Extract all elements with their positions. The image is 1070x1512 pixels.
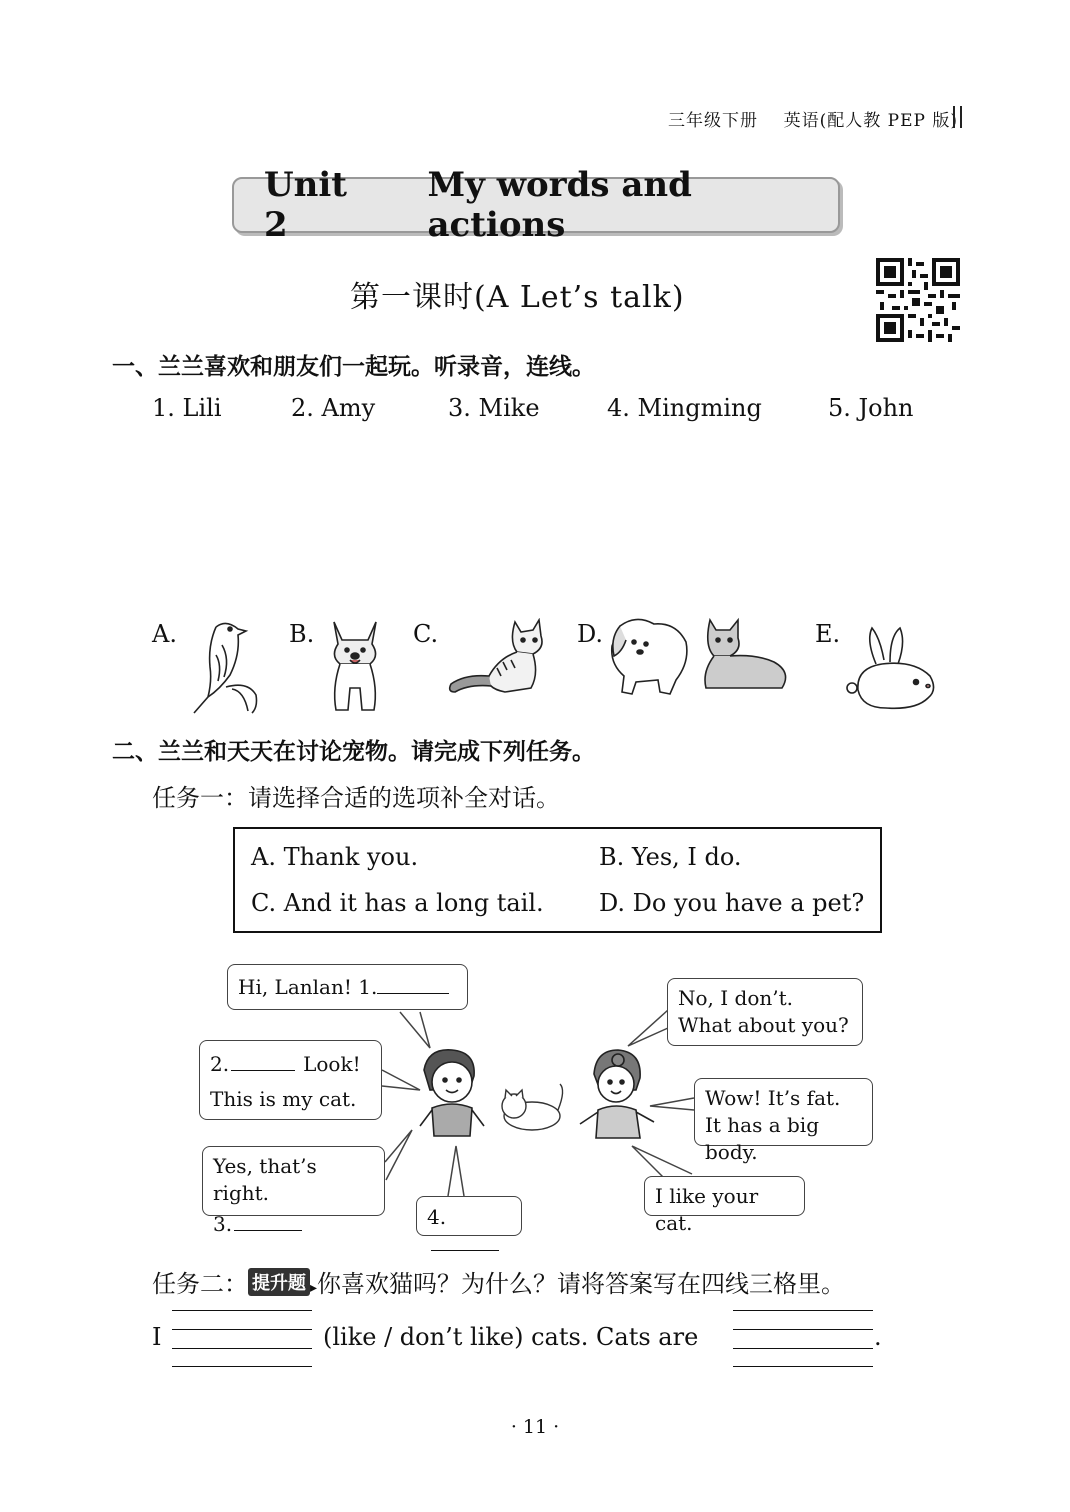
option-a-letter: A.	[152, 620, 177, 648]
blank-1[interactable]	[377, 993, 449, 994]
dialogue-scene	[0, 950, 1070, 1250]
choice-b: B. Yes, I do.	[599, 843, 742, 871]
writing-line[interactable]	[733, 1348, 873, 1349]
unit-title-banner	[232, 165, 840, 245]
bubble-2-line2: This is my cat.	[210, 1087, 357, 1111]
name-lili: 1. Lili	[152, 394, 222, 422]
bubble-4-num: 4.	[427, 1205, 447, 1229]
choice-d: D. Do you have a pet?	[599, 889, 865, 917]
bird-icon	[186, 615, 266, 715]
bubble-3-text: Yes, that’s right.	[213, 1154, 317, 1205]
lesson-title: 第一课时(A Let’s talk)	[350, 280, 685, 315]
sentence-end: .	[874, 1323, 882, 1351]
running-header	[668, 106, 958, 131]
blank-3[interactable]	[234, 1230, 302, 1231]
task1-instruction: 任务一：请选择合适的选项补全对话。	[152, 784, 560, 812]
cat-icon	[445, 618, 550, 704]
option-d-letter: D.	[577, 620, 604, 648]
advanced-tag: 提升题	[248, 1268, 310, 1296]
writing-line	[172, 1329, 312, 1330]
bubble-3	[202, 1146, 385, 1236]
cat-illustration	[502, 1084, 563, 1130]
bubble-3-num: 3.	[213, 1212, 233, 1236]
blank-4[interactable]	[431, 1250, 499, 1251]
bubble-r2-pointer	[650, 1098, 694, 1110]
bubble-r2-text: Wow! It’s fat. It has a big body.	[705, 1086, 841, 1164]
sentence-start: I	[152, 1323, 162, 1351]
qr-code-icon[interactable]	[876, 258, 960, 342]
bubble-2-tail: Look!	[303, 1052, 361, 1076]
name-mingming: 4. Mingming	[607, 394, 762, 422]
bubble2-pointer	[382, 1070, 420, 1090]
bubble-4	[416, 1196, 522, 1236]
writing-line	[733, 1366, 873, 1367]
writing-line	[172, 1310, 312, 1311]
choices-box	[233, 827, 882, 933]
name-mike: 3. Mike	[448, 394, 540, 422]
unit-name: My words and actions	[427, 165, 692, 245]
bubble-1-text: Hi, Lanlan! 1.	[238, 975, 378, 999]
writing-line	[172, 1366, 312, 1367]
option-b-letter: B.	[289, 620, 315, 648]
bubble-1	[227, 964, 468, 1010]
bubble-r3-text: I like your cat.	[655, 1184, 759, 1235]
blank-2[interactable]	[231, 1070, 295, 1071]
dog-and-cat-icon	[606, 616, 794, 700]
task2-prefix: 任务二：	[152, 1270, 248, 1298]
option-e-letter: E.	[815, 620, 841, 648]
girl-lanlan-illustration	[580, 1050, 654, 1138]
section2-heading: 二、兰兰和天天在讨论宠物。请完成下列任务。	[112, 739, 595, 765]
option-c-letter: C.	[413, 620, 439, 648]
rabbit-icon	[846, 624, 938, 714]
bubble-2-num: 2.	[210, 1052, 230, 1076]
writing-line[interactable]	[172, 1348, 312, 1349]
bubble4-pointer	[448, 1146, 464, 1196]
header-double-bar	[953, 106, 962, 128]
choice-c: C. And it has a long tail.	[251, 889, 544, 917]
bubble1-pointer	[400, 1012, 430, 1048]
bubble-r3	[644, 1176, 805, 1235]
choice-a: A. Thank you.	[251, 843, 419, 871]
header-subject: 英语(配人教 PEP 版)	[783, 111, 958, 131]
unit-number: Unit 2	[264, 165, 347, 245]
name-john: 5. John	[828, 394, 914, 422]
dog-icon	[320, 618, 390, 714]
bubble-r1-pointer	[628, 1010, 668, 1046]
bubble-r1-text: No, I don’t. What about you?	[678, 986, 849, 1037]
writing-line	[733, 1310, 873, 1311]
bubble-2	[199, 1040, 382, 1120]
task2-instruction: 任务二： 提升题 ▸你喜欢猫吗？为什么？请将答案写在四线三格里。	[152, 1270, 846, 1298]
task2-text: 你喜欢猫吗？为什么？请将答案写在四线三格里。	[317, 1270, 846, 1298]
boy-tiantian-illustration	[420, 1050, 484, 1136]
bubble-r2	[694, 1078, 873, 1164]
sentence-middle: (like / don’t like) cats. Cats are	[323, 1323, 699, 1351]
writing-line	[733, 1329, 873, 1330]
bubble-r1	[667, 978, 863, 1046]
name-amy: 2. Amy	[291, 394, 376, 422]
section1-heading: 一、兰兰喜欢和朋友们一起玩。听录音，连线。	[112, 354, 595, 380]
bubble3-pointer	[385, 1130, 412, 1180]
header-book: 三年级下册	[668, 111, 759, 131]
page-number: · 11 ·	[510, 1416, 560, 1438]
